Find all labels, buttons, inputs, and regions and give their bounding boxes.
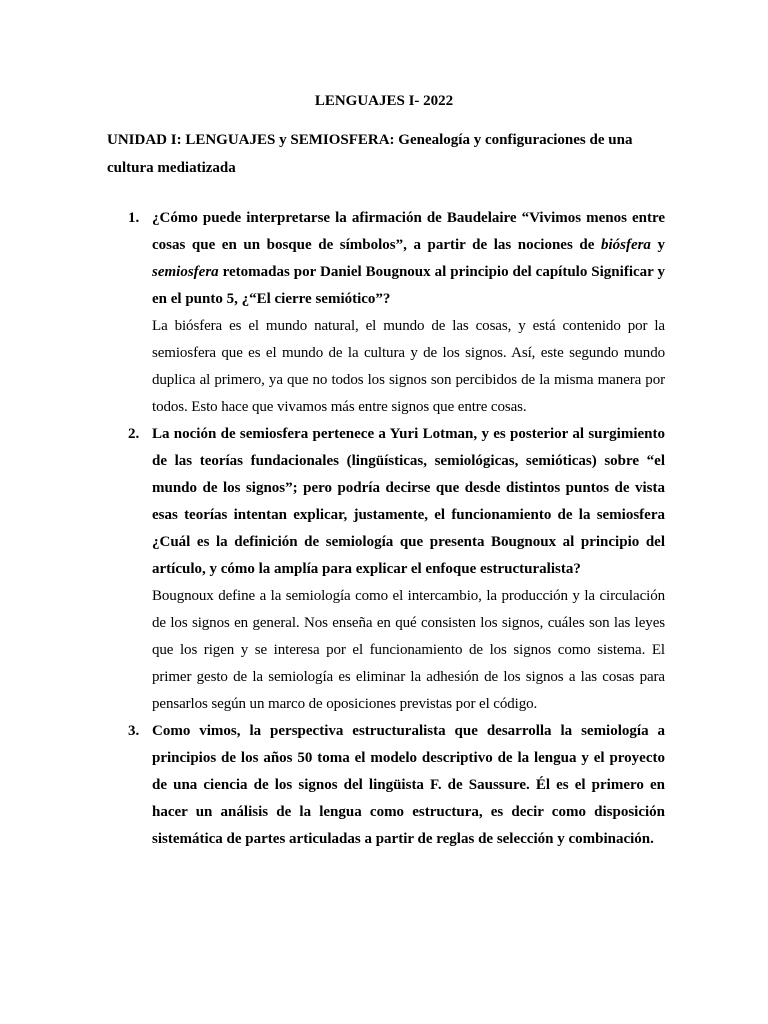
question-text-part: ¿Cómo puede interpretarse la afirmación de Baudelaire “Vivimos menos entre cosas que en un bosque de símbolos”, a partir de las nociones de bbox=[152, 210, 665, 253]
document-title: LENGUAJES I- 2022 bbox=[314, 93, 454, 109]
question-term-semiosfera: semiosfera bbox=[152, 264, 219, 280]
question-text: Como vimos, la perspectiva estructuralista que desarrolla la semiología a principios de los años 50 toma el modelo descriptivo de la lengua y el proyecto de una ciencia de los signos del lingüista F. de Saussure. Él es el primero en hacer un análisis de la lengua como estructura, es decir como disposición sistemática de partes articuladas a partir de reglas de selección y combinación. bbox=[152, 723, 665, 847]
question-number: 1. bbox=[128, 210, 140, 226]
question-text: La noción de semiosfera pertenece a Yuri Lotman, y es posterior al surgimiento de las teorías fundacionales (lingüísticas, semiológicas, semióticas) sobre “el mundo de los signos”; pero podría decirse que desde distintos puntos de vista esas teorías intentan explicar, justamente, el funcionamiento de la semiosfera ¿Cuál es la definición de semiología que presenta Bougnoux al principio del artículo, y cómo la amplía para explicar el enfoque estructuralista? bbox=[152, 426, 665, 577]
answer-text: La biósfera es el mundo natural, el mundo de las cosas, y está contenido por la semiosfera que es el mundo de la cultura y de los signos. Así, este segundo mundo duplica al primero, ya que no todos los signos son percibidos de la misma manera por todos. Esto hace que vivamos más entre signos que entre cosas. bbox=[152, 318, 665, 415]
question-number: 3. bbox=[128, 723, 140, 739]
question-text-part: y bbox=[650, 237, 666, 253]
question-term-biosfera: biósfera bbox=[600, 237, 651, 253]
answer-text: Bougnoux define a la semiología como el intercambio, la producción y la circulación de los signos en general. Nos enseña en qué consisten los signos, cuáles son las leyes que los rigen y se interesa por el funcionamiento de los signos como sistema. El primer gesto de la semiología es eliminar la adhesión de los signos a las cosas para pensarlos según un marco de oposiciones previstas por el código. bbox=[152, 588, 665, 712]
unit-heading: UNIDAD I: LENGUAJES y SEMIOSFERA: Genealogía y configuraciones de una cultura mediatizada bbox=[107, 132, 633, 176]
question-item-3 bbox=[107, 718, 665, 853]
question-text-part: retomadas por Daniel Bougnoux al principio del capítulo Significar y en el punto 5, ¿“El cierre semiótico”? bbox=[152, 264, 665, 307]
question-item-2 bbox=[107, 421, 665, 718]
question-number: 2. bbox=[128, 426, 140, 442]
question-text bbox=[152, 205, 665, 313]
question-list bbox=[107, 205, 665, 853]
question-item-1 bbox=[107, 205, 665, 421]
